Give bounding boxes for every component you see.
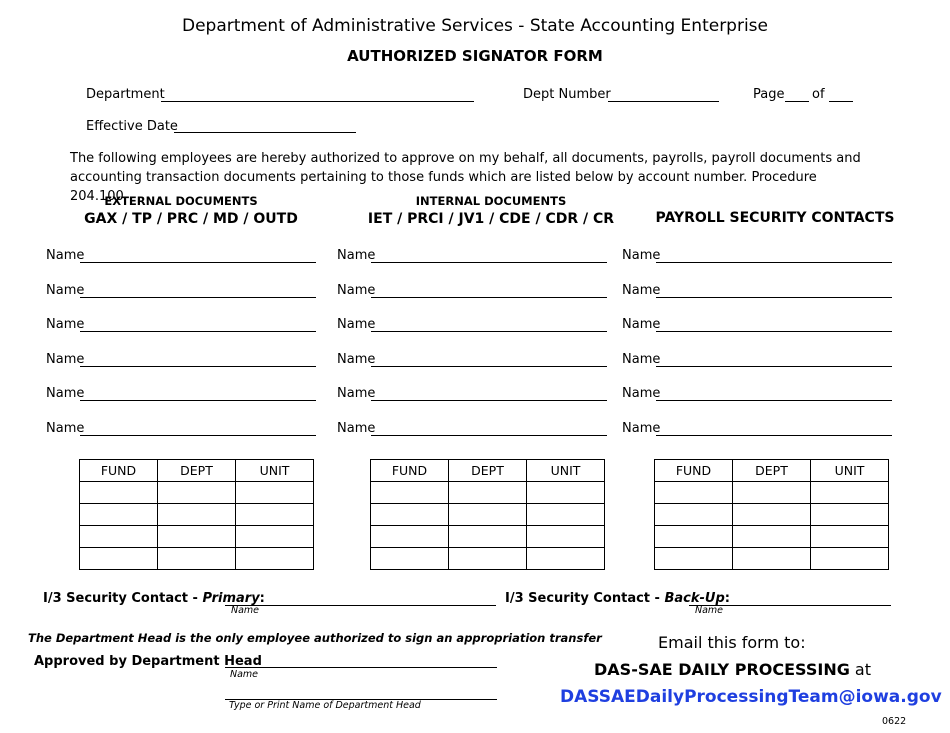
table-row <box>655 504 889 526</box>
fund-cell[interactable] <box>655 482 733 504</box>
fund-cell[interactable] <box>655 548 733 570</box>
authorization-statement: The following employees are hereby authorized to approve on my behalf, all documents, payrolls, payroll documents and accounting transaction documents pertaining to those funds which are listed below by account number. Procedure 204.100 <box>70 151 861 204</box>
unit-cell[interactable] <box>527 482 605 504</box>
dept-cell[interactable] <box>733 526 811 548</box>
internal-account-table <box>370 459 605 570</box>
unit-cell[interactable] <box>811 548 889 570</box>
of-label: of <box>812 87 825 102</box>
effective-date-field[interactable] <box>174 132 356 133</box>
unit-cell[interactable] <box>236 482 314 504</box>
fund-cell[interactable] <box>80 548 158 570</box>
department-field[interactable] <box>161 101 474 102</box>
unit-header: UNIT <box>527 460 605 482</box>
unit-cell[interactable] <box>811 526 889 548</box>
external-docs-heading: EXTERNAL DOCUMENTS <box>104 194 258 208</box>
dept-cell[interactable] <box>733 504 811 526</box>
name-field[interactable] <box>656 297 892 298</box>
security-backup-label: I/3 Security Contact - Back-Up: <box>505 591 730 606</box>
name-field[interactable] <box>656 331 892 332</box>
form-title: AUTHORIZED SIGNATOR FORM <box>347 47 603 65</box>
fund-cell[interactable] <box>371 548 449 570</box>
dept-cell[interactable] <box>449 482 527 504</box>
name-label: Name <box>46 352 85 367</box>
fund-header: FUND <box>80 460 158 482</box>
name-field[interactable] <box>656 400 892 401</box>
dept-cell[interactable] <box>158 548 236 570</box>
page-total-field[interactable] <box>829 101 853 102</box>
unit-header: UNIT <box>811 460 889 482</box>
team-name-line <box>594 660 871 679</box>
table-row <box>655 526 889 548</box>
name-label: Name <box>46 421 85 436</box>
table-row <box>371 504 605 526</box>
internal-docs-heading: INTERNAL DOCUMENTS <box>415 194 567 208</box>
payroll-account-table <box>654 459 889 570</box>
table-row <box>655 548 889 570</box>
department-head-signature-field[interactable] <box>225 667 497 668</box>
fund-cell[interactable] <box>371 482 449 504</box>
email-address-link[interactable]: DASSAEDailyProcessingTeam@iowa.gov <box>560 687 942 707</box>
backup-name-caption: Name <box>695 605 724 616</box>
name-label: Name <box>337 421 376 436</box>
dept-header: DEPT <box>449 460 527 482</box>
name-label: Name <box>337 248 376 263</box>
name-field[interactable] <box>80 435 316 436</box>
page-label: Page <box>753 87 785 102</box>
name-field[interactable] <box>371 262 607 263</box>
name-field[interactable] <box>656 262 892 263</box>
name-label: Name <box>622 352 661 367</box>
security-primary-label: I/3 Security Contact - Primary: <box>43 591 265 606</box>
dept-cell[interactable] <box>158 526 236 548</box>
name-label: Name <box>622 317 661 332</box>
department-label: Department <box>86 87 165 102</box>
name-field[interactable] <box>80 400 316 401</box>
form-number: 0622 <box>882 716 907 727</box>
unit-cell[interactable] <box>527 504 605 526</box>
name-label: Name <box>337 352 376 367</box>
fund-cell[interactable] <box>80 526 158 548</box>
page-number-field[interactable] <box>785 101 809 102</box>
unit-cell[interactable] <box>811 504 889 526</box>
table-row <box>80 548 314 570</box>
name-label: Name <box>622 421 661 436</box>
fund-cell[interactable] <box>80 504 158 526</box>
name-label: Name <box>622 283 661 298</box>
fund-header: FUND <box>371 460 449 482</box>
dept-header: DEPT <box>733 460 811 482</box>
name-field[interactable] <box>656 435 892 436</box>
unit-cell[interactable] <box>236 504 314 526</box>
name-field[interactable] <box>371 400 607 401</box>
name-field[interactable] <box>80 262 316 263</box>
unit-cell[interactable] <box>236 526 314 548</box>
dept-number-field[interactable] <box>608 101 719 102</box>
security-primary-field[interactable] <box>225 605 496 606</box>
name-label: Name <box>46 317 85 332</box>
fund-cell[interactable] <box>655 526 733 548</box>
fund-header: FUND <box>655 460 733 482</box>
name-field[interactable] <box>371 331 607 332</box>
name-label: Name <box>337 317 376 332</box>
unit-cell[interactable] <box>236 548 314 570</box>
dept-cell[interactable] <box>733 548 811 570</box>
name-label: Name <box>622 386 661 401</box>
unit-cell[interactable] <box>527 548 605 570</box>
effective-date-label: Effective Date <box>86 119 178 134</box>
name-label: Name <box>46 386 85 401</box>
unit-cell[interactable] <box>811 482 889 504</box>
dept-number-label: Dept Number <box>523 87 611 102</box>
dept-cell[interactable] <box>449 526 527 548</box>
team-name: DAS-SAE DAILY PROCESSING <box>594 660 850 679</box>
name-field[interactable] <box>80 331 316 332</box>
name-label: Name <box>337 386 376 401</box>
name-field[interactable] <box>80 297 316 298</box>
appropriation-notice: The Department Head is the only employee authorized to sign an appropriation transfer <box>28 631 602 645</box>
department-title: Department of Administrative Services - State Accounting Enterprise <box>181 16 769 36</box>
dept-cell[interactable] <box>449 504 527 526</box>
approved-by-label: Approved by Department Head <box>34 654 262 669</box>
external-docs-codes: GAX / TP / PRC / MD / OUTD <box>84 211 298 227</box>
print-name-caption: Type or Print Name of Department Head <box>229 700 421 711</box>
dept-cell[interactable] <box>733 482 811 504</box>
name-field[interactable] <box>371 297 607 298</box>
dept-cell[interactable] <box>158 504 236 526</box>
external-account-table <box>79 459 314 570</box>
name-field[interactable] <box>371 366 607 367</box>
dept-header: DEPT <box>158 460 236 482</box>
fund-cell[interactable] <box>80 482 158 504</box>
email-instruction: Email this form to: <box>658 633 806 652</box>
name-label: Name <box>46 248 85 263</box>
table-row <box>371 526 605 548</box>
name-field[interactable] <box>656 366 892 367</box>
name-label: Name <box>337 283 376 298</box>
at-text: at <box>849 660 872 679</box>
internal-docs-codes: IET / PRCI / JV1 / CDE / CDR / CR <box>367 211 615 227</box>
table-row <box>371 482 605 504</box>
fund-cell[interactable] <box>655 504 733 526</box>
name-label: Name <box>622 248 661 263</box>
table-row <box>371 548 605 570</box>
name-field[interactable] <box>371 435 607 436</box>
approved-name-caption: Name <box>230 669 259 680</box>
dept-cell[interactable] <box>449 548 527 570</box>
payroll-security-heading: PAYROLL SECURITY CONTACTS <box>655 210 895 226</box>
name-field[interactable] <box>80 366 316 367</box>
fund-cell[interactable] <box>371 526 449 548</box>
table-row <box>80 526 314 548</box>
name-label: Name <box>46 283 85 298</box>
table-row <box>655 482 889 504</box>
primary-name-caption: Name <box>231 605 260 616</box>
table-row <box>80 482 314 504</box>
dept-cell[interactable] <box>158 482 236 504</box>
unit-cell[interactable] <box>527 526 605 548</box>
fund-cell[interactable] <box>371 504 449 526</box>
unit-header: UNIT <box>236 460 314 482</box>
table-row <box>80 504 314 526</box>
